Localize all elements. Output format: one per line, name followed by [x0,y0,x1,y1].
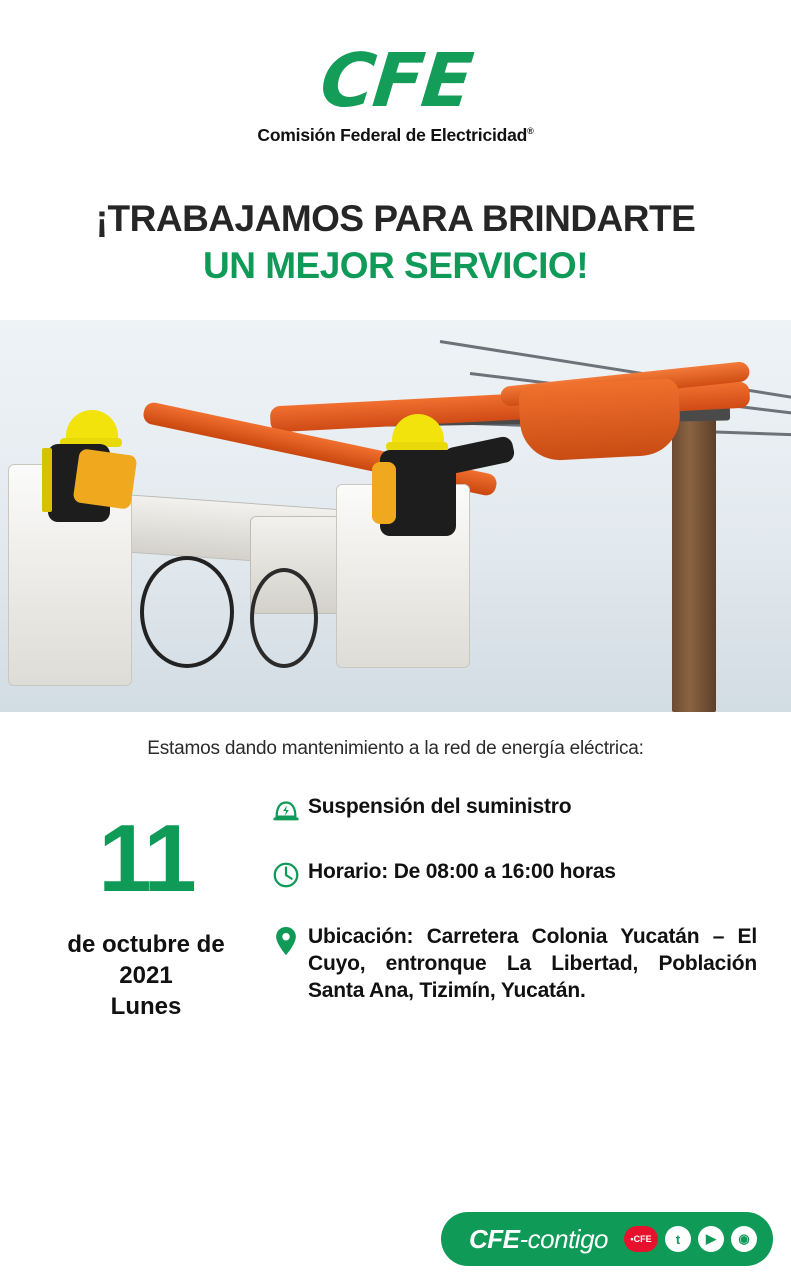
cfe-logo [0,0,791,146]
location-icon[interactable]: ◉ [731,1226,757,1252]
detail-row-suspension [264,794,757,825]
hydraulic-hose [250,568,318,668]
utility-pole [672,390,716,712]
detail-row-location [264,924,757,1005]
orange-insulator-hood [518,378,682,462]
intro-text: Estamos dando mantenimiento a la red de energía eléctrica: [147,738,644,760]
clock-icon [264,859,308,890]
day-number: 11 [98,805,194,913]
footer-brand-bold: CFE [469,1223,520,1254]
footer-brand-thin: -contigo [519,1223,608,1254]
cfe-full-name [0,125,791,146]
headline-line-1: ¡TRABAJAMOS PARA BRINDARTE [95,197,696,239]
footer-brand [469,1224,608,1255]
location-pin-icon [264,924,308,957]
safety-harness-strap [42,448,52,512]
detail-column [264,790,757,1022]
detail-text-schedule: Horario: De 08:00 a 16:00 horas [308,860,616,884]
cfe-mas-icon[interactable]: •CFE [624,1226,658,1252]
date-line-2: 2021 [119,962,173,990]
cfe-acronym: CFE [316,38,475,124]
date-line-3: Lunes [110,993,182,1021]
hydraulic-hose [140,556,234,668]
cfe-full-name-text: Comisión Federal de Electricidad [257,124,528,145]
safety-vest [372,462,396,524]
cfe-contigo-badge [441,1212,773,1266]
detail-text-suspension: Suspensión del suministro [308,795,572,819]
date-column [28,790,264,1022]
footer [0,1194,791,1280]
youtube-icon[interactable]: ▶ [698,1226,724,1252]
maintenance-photo [0,320,791,712]
safety-vest [73,449,138,511]
headline [0,198,791,287]
date-text [28,929,264,1023]
social-links [624,1226,757,1252]
detail-row-schedule [264,859,757,890]
detail-text-location: Ubicación: Carretera Colonia Yucatán – El Cuyo, entronque La Libertad, Población Santa Ana, Tizimín, Yucatán. [308,925,757,1003]
helmet-icon [264,794,308,825]
twitter-icon[interactable]: t [665,1226,691,1252]
trademark-symbol: ® [527,125,534,136]
headline-line-2: UN MEJOR SERVICIO! [202,245,589,287]
date-line-1: de octubre de [67,930,225,958]
outage-info [0,790,791,1022]
